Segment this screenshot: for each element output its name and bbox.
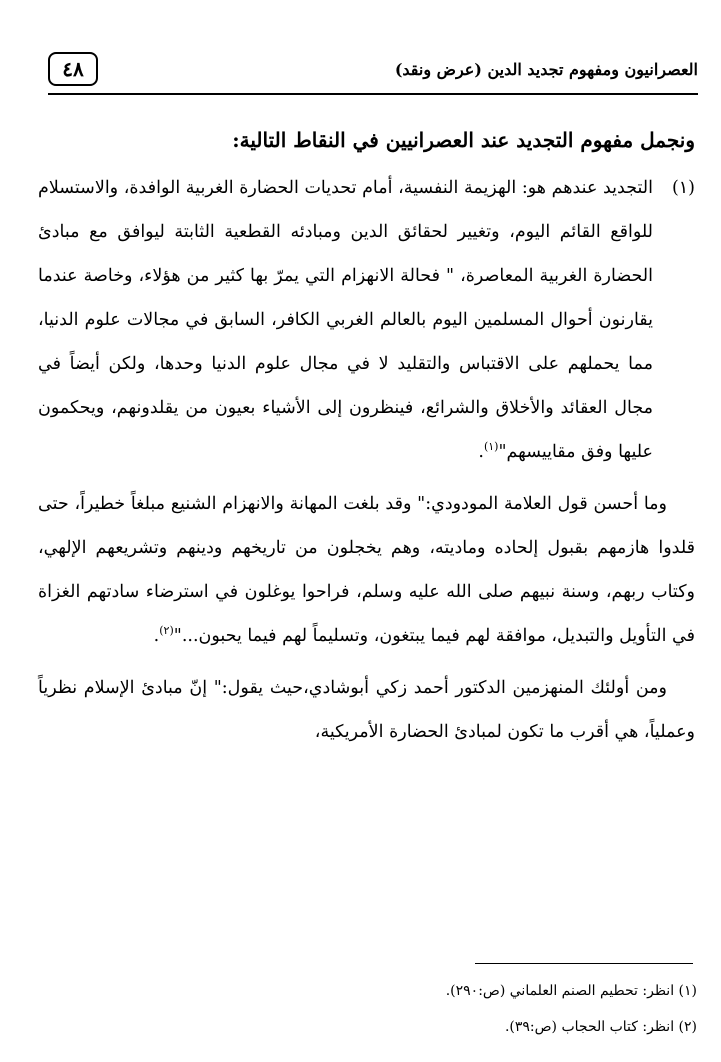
running-title: العصرانيون ومفهوم تجديد الدين (عرض ونقد) — [394, 60, 698, 79]
main-text — [38, 118, 695, 762]
paragraph-3: ومن أولئك المنهزمين الدكتور أحمد زكي أبوشادي،حيث يقول:" إنّ مبادئ الإسلام نظرياً وعملياً، هي أقرب ما تكون لمبادئ الحضارة الأمريكية، — [38, 678, 695, 742]
page-header — [48, 52, 698, 102]
header-rule — [48, 93, 698, 95]
numbered-item-1 — [38, 166, 695, 482]
paragraph-2 — [38, 482, 695, 658]
footnote-2: (٢) انظر: كتاب الحجاب (ص:٣٩). — [504, 1019, 697, 1035]
item-1-paragraph — [38, 166, 653, 474]
item-1-text: التجديد عندهم هو: الهزيمة النفسية، أمام تحديات الحضارة الغربية الوافدة، والاستسلام للواقع القائم اليوم، وتغيير لحقائق الدين ومبادئه القطعية الثابتة ليوافق مع مبادئ الحضارة الغربية المعاصرة، " فحالة الانهزام التي يمرّ بها كثير من هؤلاء، وخاصة عندما يقارنون أحوال المسلمين اليوم بالعالم الغربي الكافر، السابق في مجالات علوم الدنيا، مما يحملهم على الاقتباس والتقليد لا في مجال علوم الدنيا وحدها، ولكن أيضاً في مجال العقائد والأخلاق والشرائع، فينظرون إلى الأشياء بعيون من يقلدونهم، ويحكمون عليها وفق مقاييسهم" — [38, 178, 653, 462]
footnote-separator — [475, 963, 693, 964]
paragraph-2-text: وما أحسن قول العلامة المودودي:" وقد بلغت المهانة والانهزام الشنيع مبلغاً خطيراً، حتى قلدوا هازمهم بقبول إلحاده وماديته، وهم يخجلون من تاريخهم ودينهم وتشريعهم الإلهي، وكتاب ربهم، وسنة نبيهم صلى الله عليه وسلم، فراحوا يوغلون في استرضاء سادتهم الغزاة في التأويل والتبديل، موافقة لهم فيما يبتغون، وتسليماً لهم فيما يحبون..." — [38, 494, 695, 646]
footnote-1: (١) انظر: تحطيم الصنم العلماني (ص:٢٩٠). — [445, 983, 697, 999]
item-1-end: . — [478, 442, 484, 462]
footnotes — [37, 978, 697, 1050]
page-number: ٤٨ — [48, 52, 98, 86]
item-number: (١) — [671, 178, 695, 198]
footnote-ref-2: (٢) — [159, 624, 174, 638]
section-heading: ونجمل مفهوم التجديد عند العصرانيين في النقاط التالية: — [232, 128, 695, 152]
paragraph-2-end: . — [153, 626, 160, 646]
footnote-ref-1: (١) — [483, 440, 499, 454]
